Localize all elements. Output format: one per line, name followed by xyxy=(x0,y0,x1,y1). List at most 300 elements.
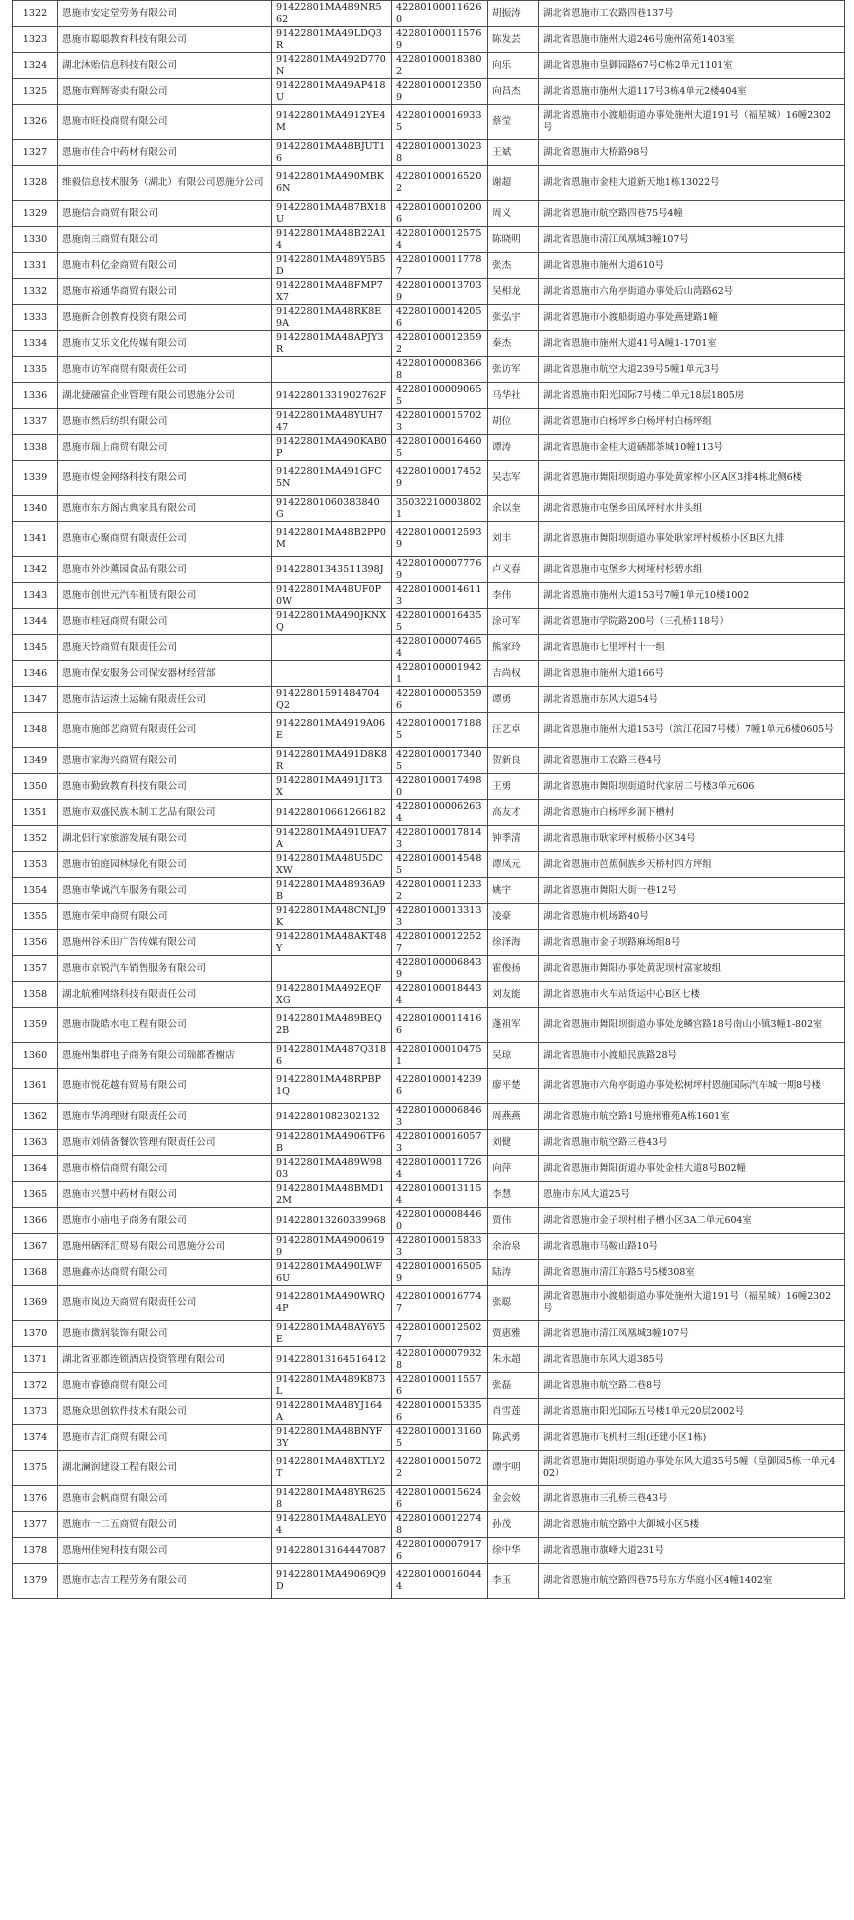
row-number-cell: 1351 xyxy=(13,800,58,826)
registration-number-cell: 422801000123592 xyxy=(392,331,488,357)
table-row xyxy=(13,1008,845,1043)
legal-representative-cell: 陈晓明 xyxy=(488,227,539,253)
legal-representative-cell: 陈发芸 xyxy=(488,27,539,53)
row-number-cell: 1357 xyxy=(13,956,58,982)
table-row xyxy=(13,1286,845,1321)
address-cell: 湖北省恩施市皇御园路67号C栋2单元1101室 xyxy=(539,53,845,79)
credit-code-cell: 91422801MA48YR6258 xyxy=(272,1486,392,1512)
registration-number-cell: 422801000164605 xyxy=(392,435,488,461)
credit-code-cell: 91422801MA492D770N xyxy=(272,53,392,79)
company-name-cell: 恩施市旺投商贸有限公司 xyxy=(58,105,272,140)
row-number-cell: 1366 xyxy=(13,1208,58,1234)
legal-representative-cell: 马华社 xyxy=(488,383,539,409)
company-name-cell: 恩施市聪聪教育科技有限公司 xyxy=(58,27,272,53)
row-number-cell: 1364 xyxy=(13,1156,58,1182)
address-cell: 湖北省恩施市施州大道41号A幢1-1701室 xyxy=(539,331,845,357)
registration-number-cell: 422801000167747 xyxy=(392,1286,488,1321)
table-row xyxy=(13,1208,845,1234)
address-cell: 湖北省恩施市航空路1号施州雅苑A栋1601室 xyxy=(539,1104,845,1130)
registration-number-cell: 422801000160444 xyxy=(392,1564,488,1599)
credit-code-cell: 91422801MA490KAB0P xyxy=(272,435,392,461)
registration-number-cell: 422801000104751 xyxy=(392,1043,488,1069)
row-number-cell: 1363 xyxy=(13,1130,58,1156)
address-cell: 湖北省恩施市金子坝村柑子槽小区3A二单元604室 xyxy=(539,1208,845,1234)
row-number-cell: 1359 xyxy=(13,1008,58,1043)
legal-representative-cell: 谭涛 xyxy=(488,435,539,461)
address-cell: 湖北省恩施市白杨坪乡洞下槽村 xyxy=(539,800,845,826)
legal-representative-cell: 刘丰 xyxy=(488,522,539,557)
credit-code-cell: 91422801MA48BMD12M xyxy=(272,1182,392,1208)
credit-code-cell: 91422801591484704Q2 xyxy=(272,687,392,713)
row-number-cell: 1370 xyxy=(13,1321,58,1347)
credit-code-cell: 91422801MA4919A06E xyxy=(272,713,392,748)
registration-number-cell: 422801000142396 xyxy=(392,1069,488,1104)
credit-code-cell: 91422801MA48BNYF3Y xyxy=(272,1425,392,1451)
registration-number-cell: 422801000019421 xyxy=(392,661,488,687)
table-row xyxy=(13,826,845,852)
company-name-cell: 恩施鑫赤达商贸有限公司 xyxy=(58,1260,272,1286)
company-name-cell: 恩施市刘倩备餐饮管理有限责任公司 xyxy=(58,1130,272,1156)
registration-number-cell: 422801000145485 xyxy=(392,852,488,878)
address-cell: 湖北省恩施市火车站货运中心B区七楼 xyxy=(539,982,845,1008)
company-name-cell: 恩施市施郎艺商贸有限责任公司 xyxy=(58,713,272,748)
legal-representative-cell: 陈武勇 xyxy=(488,1425,539,1451)
registration-number-cell: 422801000053596 xyxy=(392,687,488,713)
registration-number-cell: 422801000122748 xyxy=(392,1512,488,1538)
company-name-cell: 恩施市裕通华商贸有限公司 xyxy=(58,279,272,305)
row-number-cell: 1354 xyxy=(13,878,58,904)
credit-code-cell: 91422801MA48U5DCXW xyxy=(272,852,392,878)
legal-representative-cell: 余以奎 xyxy=(488,496,539,522)
credit-code-cell xyxy=(272,956,392,982)
registration-number-cell: 422801000068439 xyxy=(392,956,488,982)
company-name-cell: 恩施市挚诚汽车服务有限公司 xyxy=(58,878,272,904)
address-cell: 湖北省恩施市马鞍山路10号 xyxy=(539,1234,845,1260)
table-row xyxy=(13,1486,845,1512)
table-row xyxy=(13,852,845,878)
address-cell: 湖北省恩施市机场路40号 xyxy=(539,904,845,930)
company-name-cell: 恩施市小庙电子商务有限公司 xyxy=(58,1208,272,1234)
row-number-cell: 1375 xyxy=(13,1451,58,1486)
registration-number-cell: 422801000125754 xyxy=(392,227,488,253)
table-row xyxy=(13,1512,845,1538)
registration-number-cell: 422801000131154 xyxy=(392,1182,488,1208)
table-row xyxy=(13,713,845,748)
company-name-cell: 恩施市岚边天商贸有限责任公司 xyxy=(58,1286,272,1321)
registration-number-cell: 422801000178143 xyxy=(392,826,488,852)
row-number-cell: 1334 xyxy=(13,331,58,357)
table-row xyxy=(13,305,845,331)
row-number-cell: 1325 xyxy=(13,79,58,105)
registration-number-cell: 422801000184434 xyxy=(392,982,488,1008)
address-cell: 湖北省恩施市小渡船街道办事处燕建路1幢 xyxy=(539,305,845,331)
credit-code-cell: 91422801082302132 xyxy=(272,1104,392,1130)
credit-code-cell: 91422801316444708​7 xyxy=(272,1538,392,1564)
credit-code-cell xyxy=(272,357,392,383)
address-cell: 湖北省恩施市金桂大道硒都茶城10幢113号 xyxy=(539,435,845,461)
credit-code-cell: 91422801MA489Y5B5D xyxy=(272,253,392,279)
credit-code-cell: 91422801MA491UFA7A xyxy=(272,826,392,852)
table-row xyxy=(13,956,845,982)
table-row xyxy=(13,904,845,930)
registration-number-cell: 422801000117264 xyxy=(392,1156,488,1182)
registration-number-cell: 422801000160573 xyxy=(392,1130,488,1156)
legal-representative-cell: 秦杰 xyxy=(488,331,539,357)
credit-code-cell: 91422801MA487Q3186 xyxy=(272,1043,392,1069)
registration-number-cell: 422801000165059 xyxy=(392,1260,488,1286)
company-name-cell: 恩施市悦花越有贸易有限公司 xyxy=(58,1069,272,1104)
registration-number-cell: 422801000174529 xyxy=(392,461,488,496)
table-row xyxy=(13,1260,845,1286)
table-row xyxy=(13,1347,845,1373)
row-number-cell: 1341 xyxy=(13,522,58,557)
table-row xyxy=(13,1234,845,1260)
company-name-cell: 恩施市辉辉寄卖有限公司 xyxy=(58,79,272,105)
legal-representative-cell: 李伟 xyxy=(488,583,539,609)
credit-code-cell: 91422801MA48RPBP1Q xyxy=(272,1069,392,1104)
table-row xyxy=(13,461,845,496)
registration-number-cell: 422801000125939 xyxy=(392,522,488,557)
registration-number-cell: 422801000153356 xyxy=(392,1399,488,1425)
row-number-cell: 1372 xyxy=(13,1373,58,1399)
company-name-cell: 恩施市桂冠商贸有限公司 xyxy=(58,609,272,635)
legal-representative-cell: 周义 xyxy=(488,201,539,227)
row-number-cell: 1368 xyxy=(13,1260,58,1286)
registration-number-cell: 422801000158333 xyxy=(392,1234,488,1260)
table-row xyxy=(13,253,845,279)
credit-code-cell: 91422801MA487BX18U xyxy=(272,201,392,227)
registration-number-cell: 422801000062634 xyxy=(392,800,488,826)
company-name-cell: 恩施市东方阁古典家具有限公司 xyxy=(58,496,272,522)
row-number-cell: 1328 xyxy=(13,166,58,201)
table-row xyxy=(13,1564,845,1599)
registration-number-cell: 422801000146113 xyxy=(392,583,488,609)
row-number-cell: 1378 xyxy=(13,1538,58,1564)
row-number-cell: 1346 xyxy=(13,661,58,687)
credit-code-cell: 91422801MA48AKT48Y xyxy=(272,930,392,956)
legal-representative-cell: 谭宇明 xyxy=(488,1451,539,1486)
registration-number-cell: 422801000183802 xyxy=(392,53,488,79)
company-name-cell: 恩施市家海兴商贸有限公司 xyxy=(58,748,272,774)
address-cell: 湖北省恩施市清江凤凰城3幢107号 xyxy=(539,227,845,253)
address-cell: 湖北省恩施市小渡船街道办事处施州大道191号（福星城）16幢2302号 xyxy=(539,1286,845,1321)
credit-code-cell: 91422801MA490MBK6N xyxy=(272,166,392,201)
table-row xyxy=(13,1399,845,1425)
credit-code-cell: 91422801MA489K873L xyxy=(272,1373,392,1399)
credit-code-cell: 91422801MA48APJY3R xyxy=(272,331,392,357)
address-cell: 湖北省恩施市舞阳坝街道时代家居二号楼3单元606 xyxy=(539,774,845,800)
table-row xyxy=(13,201,845,227)
registration-number-cell: 422801000122527 xyxy=(392,930,488,956)
company-name-cell: 恩施南三商贸有限公司 xyxy=(58,227,272,253)
company-name-cell: 恩施市微润装饰有限公司 xyxy=(58,1321,272,1347)
legal-representative-cell: 向乐 xyxy=(488,53,539,79)
legal-representative-cell: 陆涛 xyxy=(488,1260,539,1286)
address-cell: 湖北省恩施市舞阳办事处黄泥坝村富家坡组 xyxy=(539,956,845,982)
table-row xyxy=(13,583,845,609)
row-number-cell: 1333 xyxy=(13,305,58,331)
address-cell: 湖北省恩施市施州大道166号 xyxy=(539,661,845,687)
address-cell: 湖北省恩施市舞阳街道办事处金桂大道8号B02幢 xyxy=(539,1156,845,1182)
registration-number-cell: 422801000123509 xyxy=(392,79,488,105)
company-name-cell: 恩施市瑞上商贸有限公司 xyxy=(58,435,272,461)
legal-representative-cell: 涂可军 xyxy=(488,609,539,635)
credit-code-cell: 91422801MA492EQFXG xyxy=(272,982,392,1008)
legal-representative-cell: 凌豪 xyxy=(488,904,539,930)
address-cell: 湖北省恩施市工农路四巷137号 xyxy=(539,1,845,27)
legal-representative-cell: 余治泉 xyxy=(488,1234,539,1260)
table-row xyxy=(13,279,845,305)
address-cell: 湖北省恩施市东风大道385号 xyxy=(539,1347,845,1373)
address-cell: 湖北省恩施市七里坪村十一组 xyxy=(539,635,845,661)
company-name-cell: 恩施市京锐汽车销售服务有限公司 xyxy=(58,956,272,982)
address-cell: 湖北省恩施市舞阳大街一巷12号 xyxy=(539,878,845,904)
legal-representative-cell: 张弘宇 xyxy=(488,305,539,331)
row-number-cell: 1379 xyxy=(13,1564,58,1599)
credit-code-cell: 91422801MA4912YE4M xyxy=(272,105,392,140)
legal-representative-cell: 李慧 xyxy=(488,1182,539,1208)
company-name-cell: 湖北捷融富企业管理有限公司恩施分公司 xyxy=(58,383,272,409)
row-number-cell: 1360 xyxy=(13,1043,58,1069)
legal-representative-cell: 张聪 xyxy=(488,1286,539,1321)
address-cell: 湖北省恩施市六角亭街道办事处后山湾路62号 xyxy=(539,279,845,305)
credit-code-cell: 91422801MA48CNLJ9K xyxy=(272,904,392,930)
legal-representative-cell: 汪艺卓 xyxy=(488,713,539,748)
address-cell: 湖北省恩施市白杨坪乡白杨坪村白杨坪组 xyxy=(539,409,845,435)
credit-code-cell: 91422801MA48BJUT16 xyxy=(272,140,392,166)
legal-representative-cell: 吴琼 xyxy=(488,1043,539,1069)
table-row xyxy=(13,1156,845,1182)
company-name-cell: 恩施市心聚商贸有限责任公司 xyxy=(58,522,272,557)
registration-number-cell: 422801000083668 xyxy=(392,357,488,383)
credit-code-cell: 91422801MA48UF0P0W xyxy=(272,583,392,609)
company-name-cell: 恩施新合创教育投资有限公司 xyxy=(58,305,272,331)
row-number-cell: 1347 xyxy=(13,687,58,713)
row-number-cell: 1350 xyxy=(13,774,58,800)
row-number-cell: 1330 xyxy=(13,227,58,253)
table-row xyxy=(13,878,845,904)
row-number-cell: 1365 xyxy=(13,1182,58,1208)
legal-representative-cell: 贾惠雅 xyxy=(488,1321,539,1347)
table-row xyxy=(13,53,845,79)
legal-representative-cell: 刘健 xyxy=(488,1130,539,1156)
address-cell: 湖北省恩施市施州大道117号3栋4单元2楼404室 xyxy=(539,79,845,105)
address-cell: 湖北省恩施市六角亭街道办事处松树坪村恩施国际汽车城一期8号楼 xyxy=(539,1069,845,1104)
legal-representative-cell: 吉尚权 xyxy=(488,661,539,687)
registration-number-cell: 422801000077769 xyxy=(392,557,488,583)
credit-code-cell: 91422801MA48YUH747 xyxy=(272,409,392,435)
legal-representative-cell: 谭凤元 xyxy=(488,852,539,878)
credit-code-cell: 91422801MA48B2PP0M xyxy=(272,522,392,557)
table-row xyxy=(13,609,845,635)
credit-code-cell: 91422801MA48FMP7X7 xyxy=(272,279,392,305)
registration-number-cell: 422801000157023 xyxy=(392,409,488,435)
credit-code-cell: 914228010661266182 xyxy=(272,800,392,826)
row-number-cell: 1344 xyxy=(13,609,58,635)
registration-number-cell: 422801000173405 xyxy=(392,748,488,774)
legal-representative-cell: 金会姣 xyxy=(488,1486,539,1512)
company-name-cell: 湖北侣行家旅游发展有限公司 xyxy=(58,826,272,852)
table-row xyxy=(13,105,845,140)
registration-number-cell: 422801000079176 xyxy=(392,1538,488,1564)
address-cell: 湖北省恩施市舞阳坝街道办事处龙鳞宫路18号南山小镇3幢1-802室 xyxy=(539,1008,845,1043)
table-row xyxy=(13,1373,845,1399)
row-number-cell: 1362 xyxy=(13,1104,58,1130)
address-cell: 湖北省恩施市航空路三巷43号 xyxy=(539,1130,845,1156)
company-name-cell: 恩施州佳宛科技有限公司 xyxy=(58,1538,272,1564)
table-row xyxy=(13,774,845,800)
credit-code-cell: 91422801MA489W9803 xyxy=(272,1156,392,1182)
company-name-cell: 恩施市安定堂劳务有限公司 xyxy=(58,1,272,27)
table-row xyxy=(13,1043,845,1069)
address-cell: 湖北省恩施市清江东路5号5楼308室 xyxy=(539,1260,845,1286)
legal-representative-cell: 蔡莹 xyxy=(488,105,539,140)
table-row xyxy=(13,982,845,1008)
table-row xyxy=(13,27,845,53)
table-row xyxy=(13,1538,845,1564)
credit-code-cell: 91422801MA48AY6Y5E xyxy=(272,1321,392,1347)
address-cell: 湖北省恩施市航空路四巷75号4幢 xyxy=(539,201,845,227)
row-number-cell: 1373 xyxy=(13,1399,58,1425)
credit-code-cell: 91422801MA48XTLY2T xyxy=(272,1451,392,1486)
row-number-cell: 1323 xyxy=(13,27,58,53)
table-row xyxy=(13,1451,845,1486)
credit-code-cell: 91422801MA489BEQ2B xyxy=(272,1008,392,1043)
company-name-cell: 恩施市双盛民族木制工艺品有限公司 xyxy=(58,800,272,826)
table-row xyxy=(13,522,845,557)
row-number-cell: 1329 xyxy=(13,201,58,227)
table-row xyxy=(13,930,845,956)
legal-representative-cell: 熊家玲 xyxy=(488,635,539,661)
legal-representative-cell: 高友才 xyxy=(488,800,539,826)
row-number-cell: 1322 xyxy=(13,1,58,27)
legal-representative-cell: 胡振涛 xyxy=(488,1,539,27)
legal-representative-cell: 徐泽海 xyxy=(488,930,539,956)
credit-code-cell: 91422801060383840G xyxy=(272,496,392,522)
registration-number-cell: 422801000171885 xyxy=(392,713,488,748)
address-cell: 湖北省恩施市舞阳坝街道办事处东风大道35号5幢（皇御园5栋一单元402） xyxy=(539,1451,845,1486)
legal-representative-cell: 姚宇 xyxy=(488,878,539,904)
row-number-cell: 1332 xyxy=(13,279,58,305)
company-name-cell: 恩施市吉汇商贸有限公司 xyxy=(58,1425,272,1451)
legal-representative-cell: 李玉 xyxy=(488,1564,539,1599)
legal-representative-cell: 贺新良 xyxy=(488,748,539,774)
table-row xyxy=(13,1,845,27)
legal-representative-cell: 谭勇 xyxy=(488,687,539,713)
row-number-cell: 1355 xyxy=(13,904,58,930)
row-number-cell: 1352 xyxy=(13,826,58,852)
credit-code-cell: 91422801MA49AP418U xyxy=(272,79,392,105)
credit-code-cell: 91422801MA48ALEY04 xyxy=(272,1512,392,1538)
table-row xyxy=(13,435,845,461)
legal-representative-cell: 谢超 xyxy=(488,166,539,201)
registration-number-cell: 422801000165202 xyxy=(392,166,488,201)
credit-code-cell: 91422801MA48B22A14 xyxy=(272,227,392,253)
legal-representative-cell: 胡位 xyxy=(488,409,539,435)
legal-representative-cell: 肖雪莲 xyxy=(488,1399,539,1425)
table-row xyxy=(13,661,845,687)
credit-code-cell: 91422801MA489NR562 xyxy=(272,1,392,27)
legal-representative-cell: 廖平楚 xyxy=(488,1069,539,1104)
table-row xyxy=(13,383,845,409)
row-number-cell: 1324 xyxy=(13,53,58,79)
registration-number-cell: 422801000164355 xyxy=(392,609,488,635)
credit-code-cell: 91422801MA48936A9B xyxy=(272,878,392,904)
legal-representative-cell: 朱永超 xyxy=(488,1347,539,1373)
table-row xyxy=(13,687,845,713)
registration-number-cell: 422801000137039 xyxy=(392,279,488,305)
row-number-cell: 1377 xyxy=(13,1512,58,1538)
company-name-cell: 恩施市一二五商贸有限公司 xyxy=(58,1512,272,1538)
row-number-cell: 1369 xyxy=(13,1286,58,1321)
credit-code-cell: 91422801MA4906TF6B xyxy=(272,1130,392,1156)
row-number-cell: 1336 xyxy=(13,383,58,409)
row-number-cell: 1343 xyxy=(13,583,58,609)
table-row xyxy=(13,1182,845,1208)
address-cell: 湖北省恩施市航空大道239号5幢1单元3号 xyxy=(539,357,845,383)
credit-code-cell: 91422801MA49LDQ3R xyxy=(272,27,392,53)
company-name-cell: 恩施市华鸿理财有限责任公司 xyxy=(58,1104,272,1130)
table-row xyxy=(13,496,845,522)
address-cell: 湖北省恩施市东风大道54号 xyxy=(539,687,845,713)
company-name-cell: 恩施市睿德商贸有限公司 xyxy=(58,1373,272,1399)
row-number-cell: 1342 xyxy=(13,557,58,583)
legal-representative-cell: 吴相龙 xyxy=(488,279,539,305)
company-name-cell: 恩施市勤致教育科技有限公司 xyxy=(58,774,272,800)
legal-representative-cell: 刘友能 xyxy=(488,982,539,1008)
address-cell: 湖北省恩施市旗峰大道231号 xyxy=(539,1538,845,1564)
registration-number-cell: 422801000125027 xyxy=(392,1321,488,1347)
company-name-cell: 恩施市创世元汽车租赁有限公司 xyxy=(58,583,272,609)
company-name-cell: 恩施市格信商贸有限公司 xyxy=(58,1156,272,1182)
registration-number-cell: 350322100038021 xyxy=(392,496,488,522)
company-registry-sheet xyxy=(12,0,845,1599)
company-name-cell: 湖北沐贻信息科技有限公司 xyxy=(58,53,272,79)
company-name-cell: 恩施天铃商贸有限责任公司 xyxy=(58,635,272,661)
table-row xyxy=(13,331,845,357)
registration-number-cell: 422801000115576 xyxy=(392,1373,488,1399)
address-cell: 湖北省恩施市阳光国际五号楼1单元20层2002号 xyxy=(539,1399,845,1425)
row-number-cell: 1374 xyxy=(13,1425,58,1451)
credit-code-cell: 91422801MA48RK8E9A xyxy=(272,305,392,331)
legal-representative-cell: 周燕燕 xyxy=(488,1104,539,1130)
company-name-cell: 恩施市陇皓水电工程有限公司 xyxy=(58,1008,272,1043)
address-cell: 湖北省恩施市清江凤凰城3幢107号 xyxy=(539,1321,845,1347)
address-cell: 湖北省恩施市航空路二巷8号 xyxy=(539,1373,845,1399)
table-row xyxy=(13,409,845,435)
table-row xyxy=(13,1425,845,1451)
credit-code-cell: 91422801MA490WRQ4P xyxy=(272,1286,392,1321)
table-row xyxy=(13,79,845,105)
table-row xyxy=(13,800,845,826)
address-cell: 湖北省恩施市金桂大道新天地1栋13022号 xyxy=(539,166,845,201)
credit-code-cell: 91422801MA491J1T3X xyxy=(272,774,392,800)
table-row xyxy=(13,357,845,383)
company-name-cell: 恩施市外沙薰园食品有限公司 xyxy=(58,557,272,583)
row-number-cell: 1337 xyxy=(13,409,58,435)
table-row xyxy=(13,557,845,583)
company-name-cell: 恩施州集群电子商务有限公司瑞都香榭店 xyxy=(58,1043,272,1069)
row-number-cell: 1361 xyxy=(13,1069,58,1104)
credit-code-cell: 91422801316451641​2 xyxy=(272,1347,392,1373)
row-number-cell: 1340 xyxy=(13,496,58,522)
row-number-cell: 1339 xyxy=(13,461,58,496)
table-row xyxy=(13,635,845,661)
credit-code-cell: 91422801MA490LWF6U xyxy=(272,1260,392,1286)
address-cell: 湖北省恩施市屯堡乡田凤坪村水井头组 xyxy=(539,496,845,522)
address-cell: 湖北省恩施市航空路中大御城小区5楼 xyxy=(539,1512,845,1538)
company-name-cell: 恩施市科亿金商贸有限公司 xyxy=(58,253,272,279)
